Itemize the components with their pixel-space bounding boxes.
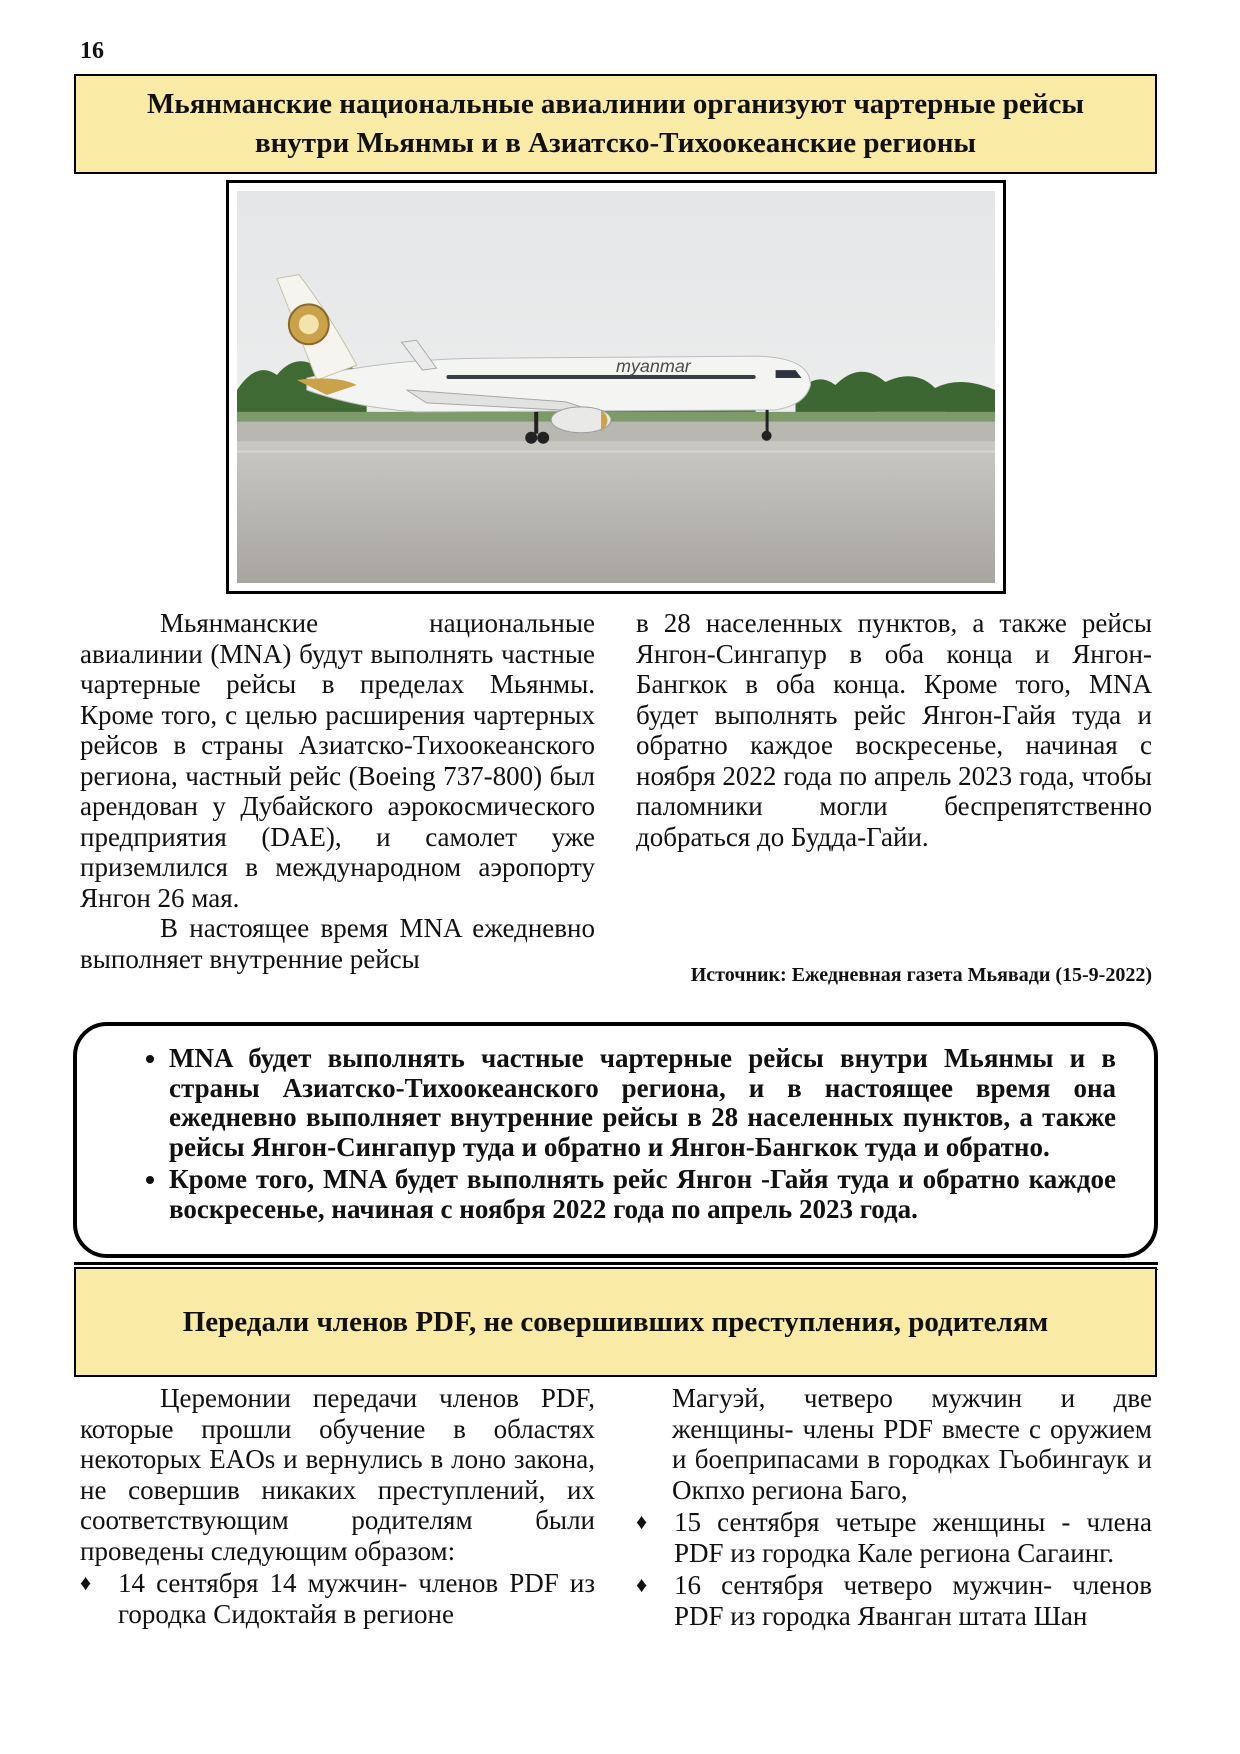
summary-item: • Кроме того, MNA будет выполнять рейс Янгон -Гайя туда и обратно каждое воскресенье, начиная с ноября 2022 года по апрель 2023 года. [169,1165,1116,1224]
paragraph: В настоящее время MNA ежедневно выполняет внутренние рейсы [80,913,595,974]
article-column-left [80,608,595,1013]
livery-text: myanmar [616,356,691,377]
article-title [74,1267,1157,1377]
airplane-photo [226,180,1006,594]
summary-item: • MNA будет выполнять частные чартерные рейсы внутри Мьянмы и в страны Азиатско-Тихоокеанского региона, и в настоящее время она ежедневно выполняет внутренние рейсы в 28 населенных пунктов, а также рейсы Янгон-Сингапур туда и обратно и Янгон-Бангкок туда и обратно. [169,1044,1116,1162]
article-column-left [80,1383,595,1728]
article-column-right [636,608,1152,852]
paragraph: в 28 населенных пунктов, а также рейсы Янгон-Сингапур в оба конца и Янгон-Бангкок в оба конца. Кроме того, MNA будет выполнять рейс Янгон-Гайя туда и обратно каждое воскресенье, начиная с ноября 2022 года по апрель 2023 года, чтобы паломники могли беспрепятственно добраться до Будда-Гайи. [636,608,1152,852]
list-item: ♦ 14 сентября 14 мужчин- членов PDF из городка Сидоктайя в регионе [80,1568,595,1629]
list-item: ♦ 15 сентября четыре женщины - члена PDF из городка Кале региона Сагаинг. [636,1507,1152,1568]
article-column-right [636,1383,1152,1728]
airplane-illustration [237,191,995,583]
diamond-bullet-icon: ♦ [80,1570,92,1595]
source-line: Источник: Ежедневная газета Мьявади (15-9-2022) [690,964,1152,986]
page-number: 16 [80,38,104,64]
paragraph: Магуэй, четверо мужчин и две женщины- члены PDF вместе с оружием и боеприпасами в городках Гьобингаук и Окпхо региона Баго, [672,1383,1152,1505]
article-title-text: Мьянманские национальные авиалинии организуют чартерные рейсы внутри Мьянмы и в Азиатско-Тихоокеанские регионы [146,88,1084,159]
list-item: ♦ 16 сентября четверо мужчин- членов PDF из городка Яванган штата Шан [636,1570,1152,1631]
paragraph: Мьянманские национальные авиалинии (MNA) будут выполнять частные чартерные рейсы в пределах Мьянмы. Кроме того, с целью расширения чартерных рейсов в страны Азиатско-Тихоокеанского региона, частный рейс (Boeing 737-800) был арендован у Дубайского аэрокосмического предприятия (DAE), и самолет уже приземлился в международном аэропорту Янгон 26 мая. [80,608,595,913]
paragraph: Церемонии передачи членов PDF, которые прошли обучение в областях некоторых EAOs и вернулись в лоно закона, не совершив никаких преступлений, их соответствующим родителям были проведены следующим образом: [80,1383,595,1566]
article-title [74,74,1157,174]
article-title-text: Передали членов PDF, не совершивших преступления, родителям [182,1305,1049,1338]
diamond-bullet-icon: ♦ [636,1509,648,1534]
diamond-bullet-icon: ♦ [636,1572,648,1597]
divider [74,1262,1158,1265]
summary-box [73,1022,1158,1258]
